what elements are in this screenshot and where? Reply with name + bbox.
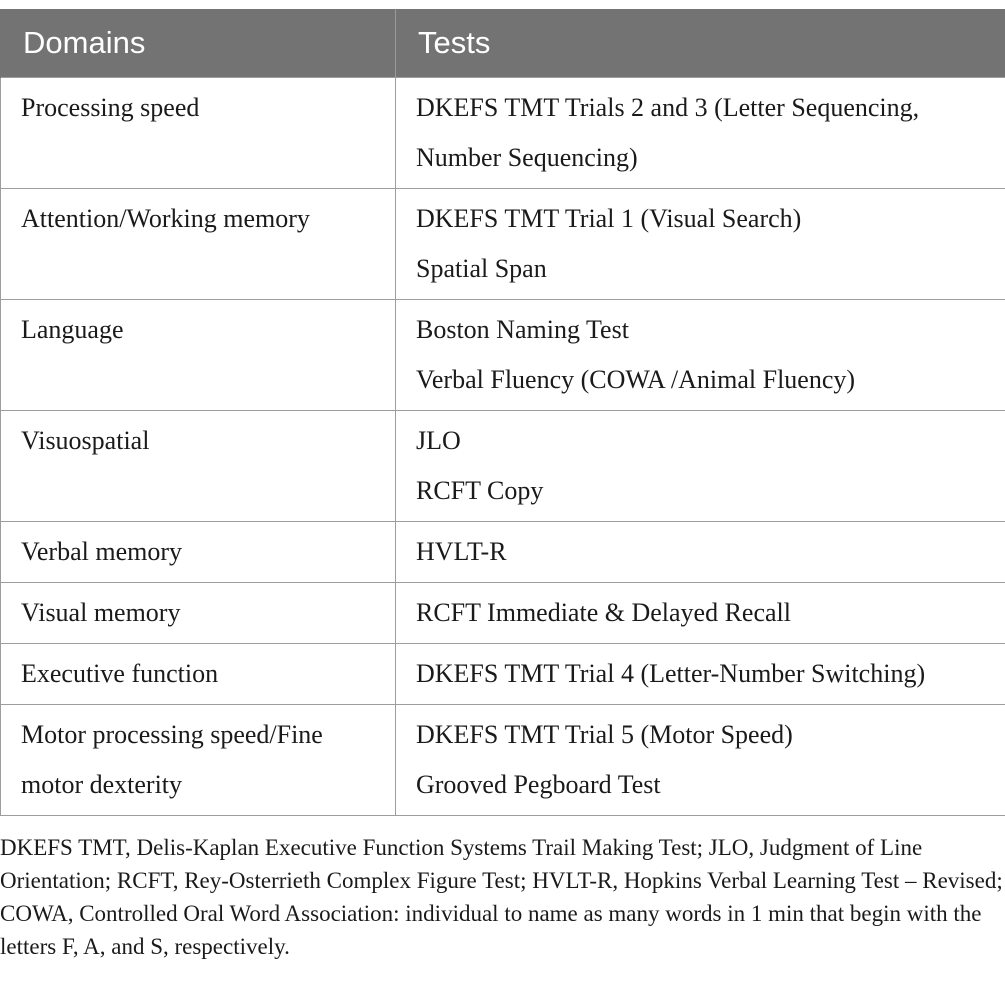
tests-cell [396,189,1005,300]
test-text: Number Sequencing) [416,143,638,172]
domain-cell [1,411,396,522]
test-text: Boston Naming Test [416,315,629,344]
domain-text: Visual memory [21,598,181,627]
header-domains: Domains [1,9,396,78]
test-text: Spatial Span [416,254,547,283]
test-text: RCFT Copy [416,476,544,505]
domain-text: Processing speed [21,93,200,122]
tests-cell [396,644,1005,705]
tests-cell [396,705,1005,816]
table-footnote: DKEFS TMT, Delis-Kaplan Executive Function Systems Trail Making Test; JLO, Judgment of Line Orientation; RCFT, Rey-Osterrieth Complex Figure Test; HVLT-R, Hopkins Verbal Learning Test – Revised; COWA, Controlled Oral Word Association: individual to name as many words in 1 min that begin with the letters F, A, and S, respectively. [0,835,1003,959]
domain-text: Visuospatial [21,426,150,455]
table-row [1,705,1005,816]
domain-cell [1,300,396,411]
table-header-row [1,9,1005,78]
domain-text: Attention/Working memory [21,204,310,233]
tests-cell [396,583,1005,644]
table-row [1,522,1005,583]
test-text: DKEFS TMT Trial 5 (Motor Speed) [416,720,793,749]
domain-text: motor dexterity [21,770,183,799]
tests-cell [396,78,1005,189]
tests-cell [396,300,1005,411]
tests-cell [396,411,1005,522]
table-row [1,78,1005,189]
test-text: DKEFS TMT Trial 1 (Visual Search) [416,204,802,233]
domains-tests-table [0,9,1005,816]
domain-text: Verbal memory [21,537,183,566]
test-text: RCFT Immediate & Delayed Recall [416,598,791,627]
test-text: Grooved Pegboard Test [416,770,661,799]
tests-cell [396,522,1005,583]
domain-cell [1,644,396,705]
table-row [1,189,1005,300]
domain-cell [1,583,396,644]
test-text: DKEFS TMT Trial 4 (Letter-Number Switching) [416,659,926,688]
domain-text: Executive function [21,659,219,688]
domain-cell [1,78,396,189]
test-text: DKEFS TMT Trials 2 and 3 (Letter Sequencing, [416,93,920,122]
table-row [1,300,1005,411]
table-row [1,583,1005,644]
test-text: JLO [416,426,461,455]
domain-cell [1,522,396,583]
test-text: Verbal Fluency (COWA /Animal Fluency) [416,365,856,394]
domain-cell [1,705,396,816]
test-text: HVLT-R [416,537,507,566]
domain-text: Language [21,315,124,344]
table-row [1,644,1005,705]
domain-text: Motor processing speed/Fine [21,720,323,749]
domain-cell [1,189,396,300]
table-row [1,411,1005,522]
table-body [1,78,1005,816]
header-tests: Tests [396,9,1005,78]
